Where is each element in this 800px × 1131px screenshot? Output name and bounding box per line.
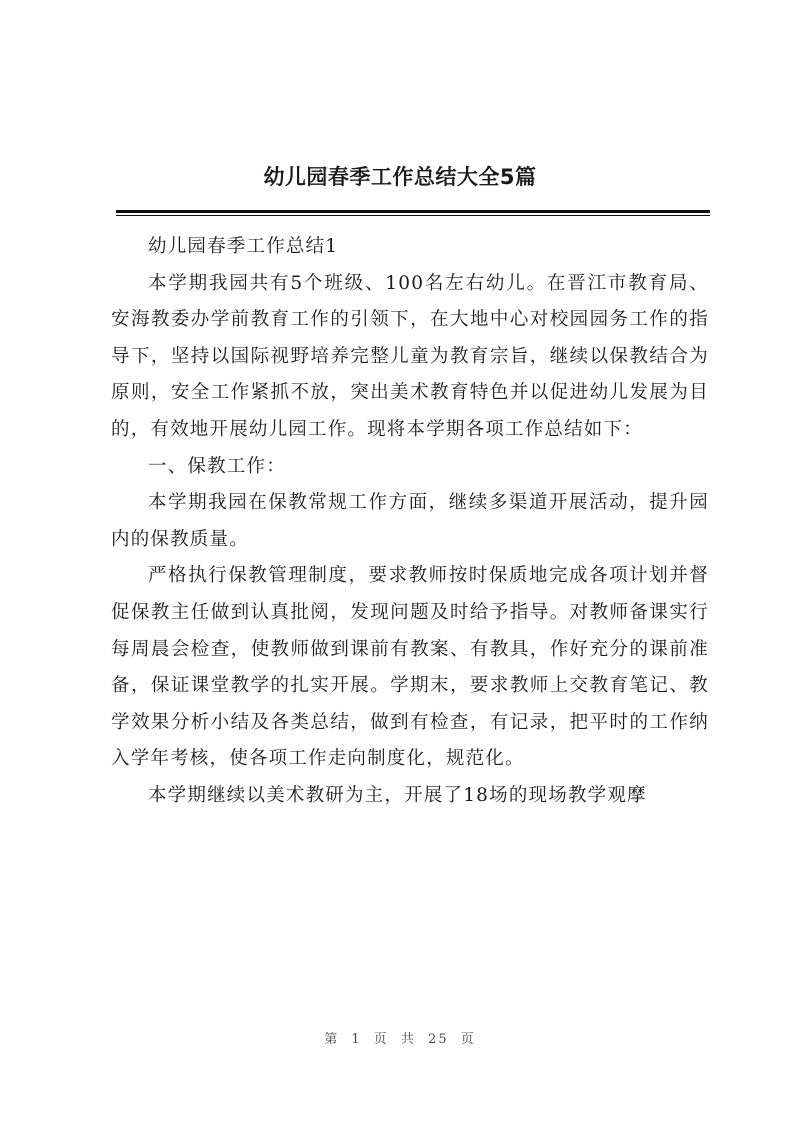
body-paragraph: 本学期我园在保教常规工作方面，继续多渠道开展活动，提升园内的保教质量。 xyxy=(111,492,709,550)
section-heading: 幼儿园春季工作总结1 xyxy=(148,236,339,257)
document-body xyxy=(111,229,709,815)
title-rule-thick xyxy=(116,210,710,213)
document-title: 幼儿园春季工作总结大全5篇 xyxy=(263,165,537,189)
title-rule-thin xyxy=(116,215,710,216)
body-paragraph: 本学期继续以美术教研为主，开展了18场的现场教学观摩 xyxy=(148,784,647,806)
body-paragraph: 本学期我园共有5个班级、100名左右幼儿。在晋江市教育局、安海教委办学前教育工作的引领下，在大地中心对校园园务工作的指导下，坚持以国际视野培养完整儿童为教育宗旨，继续以保教结合为原则，安全工作紧抓不放，突出美术教育特色并以促进幼儿发展为目的，有效地开展幼儿园工作。现将本学期各项工作总结如下： xyxy=(111,272,709,440)
subsection-heading: 一、保教工作： xyxy=(148,455,286,477)
body-paragraph: 严格执行保教管理制度，要求教师按时保质地完成各项计划并督促保教主任做到认真批阅，发现问题及时给予指导。对教师备课实行每周晨会检查，使教师做到课前有教案、有教具，作好充分的课前准备，保证课堂教学的扎实开展。学期末，要求教师上交教育笔记、教学效果分析小结及各类总结，做到有检查，有记录，把平时的工作纳入学年考核，使各项工作走向制度化，规范化。 xyxy=(111,565,709,770)
page-footer: 第 1 页 共 25 页 xyxy=(324,1032,476,1047)
